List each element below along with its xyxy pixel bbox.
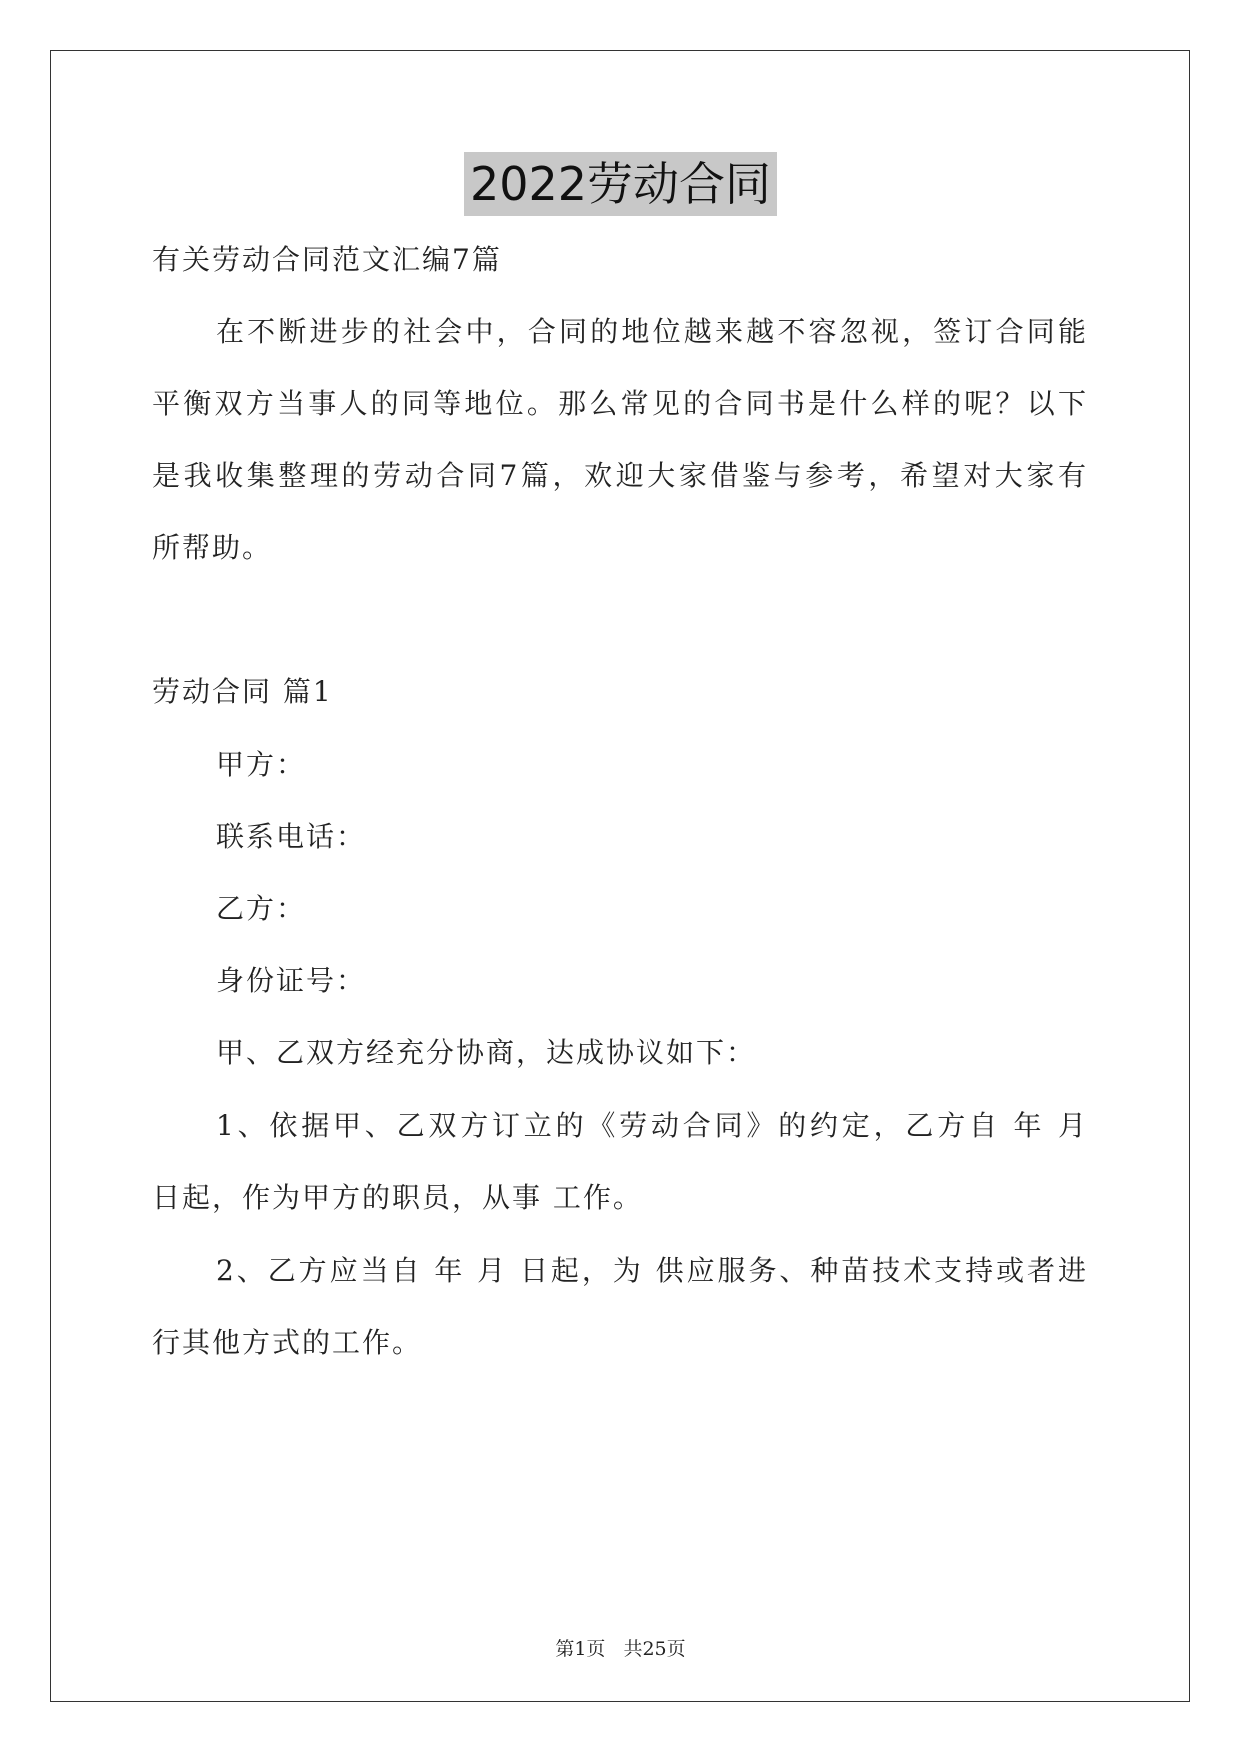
field-party-b: 乙方： [216,892,307,925]
intro-line: 在不断进步的社会中，合同的地位越来越不容忽视，签订合同能 [216,315,1088,348]
clause-2-line: 2、乙方应当自 年 月 日起，为 供应服务、种苗技术支持或者进 [216,1254,1088,1287]
section-heading: 劳动合同 篇1 [152,675,333,708]
agreement-intro: 甲、乙双方经充分协商，达成协议如下： [216,1036,757,1069]
page-number: 第1页 [555,1638,606,1660]
page-border [50,50,1190,1702]
field-phone: 联系电话： [216,820,367,853]
clause-1-line: 1、依据甲、乙双方订立的《劳动合同》的约定，乙方自 年 月 [216,1109,1088,1142]
clause-1-line: 日起，作为甲方的职员，从事 工作。 [152,1181,643,1214]
subtitle: 有关劳动合同范文汇编7篇 [152,243,502,276]
page-total: 共25页 [623,1638,686,1660]
clause-2-line: 行其他方式的工作。 [152,1326,423,1359]
document-title: 2022劳动合同 [464,152,777,216]
intro-line: 是我收集整理的劳动合同7篇，欢迎大家借鉴与参考，希望对大家有 [152,459,1088,492]
intro-line: 平衡双方当事人的同等地位。那么常见的合同书是什么样的呢？以下 [152,387,1088,420]
page-footer [0,1634,1241,1661]
field-id-number: 身份证号： [216,964,367,997]
intro-line: 所帮助。 [152,531,273,564]
field-party-a: 甲方： [216,748,307,781]
title-wrapper [0,152,1241,216]
